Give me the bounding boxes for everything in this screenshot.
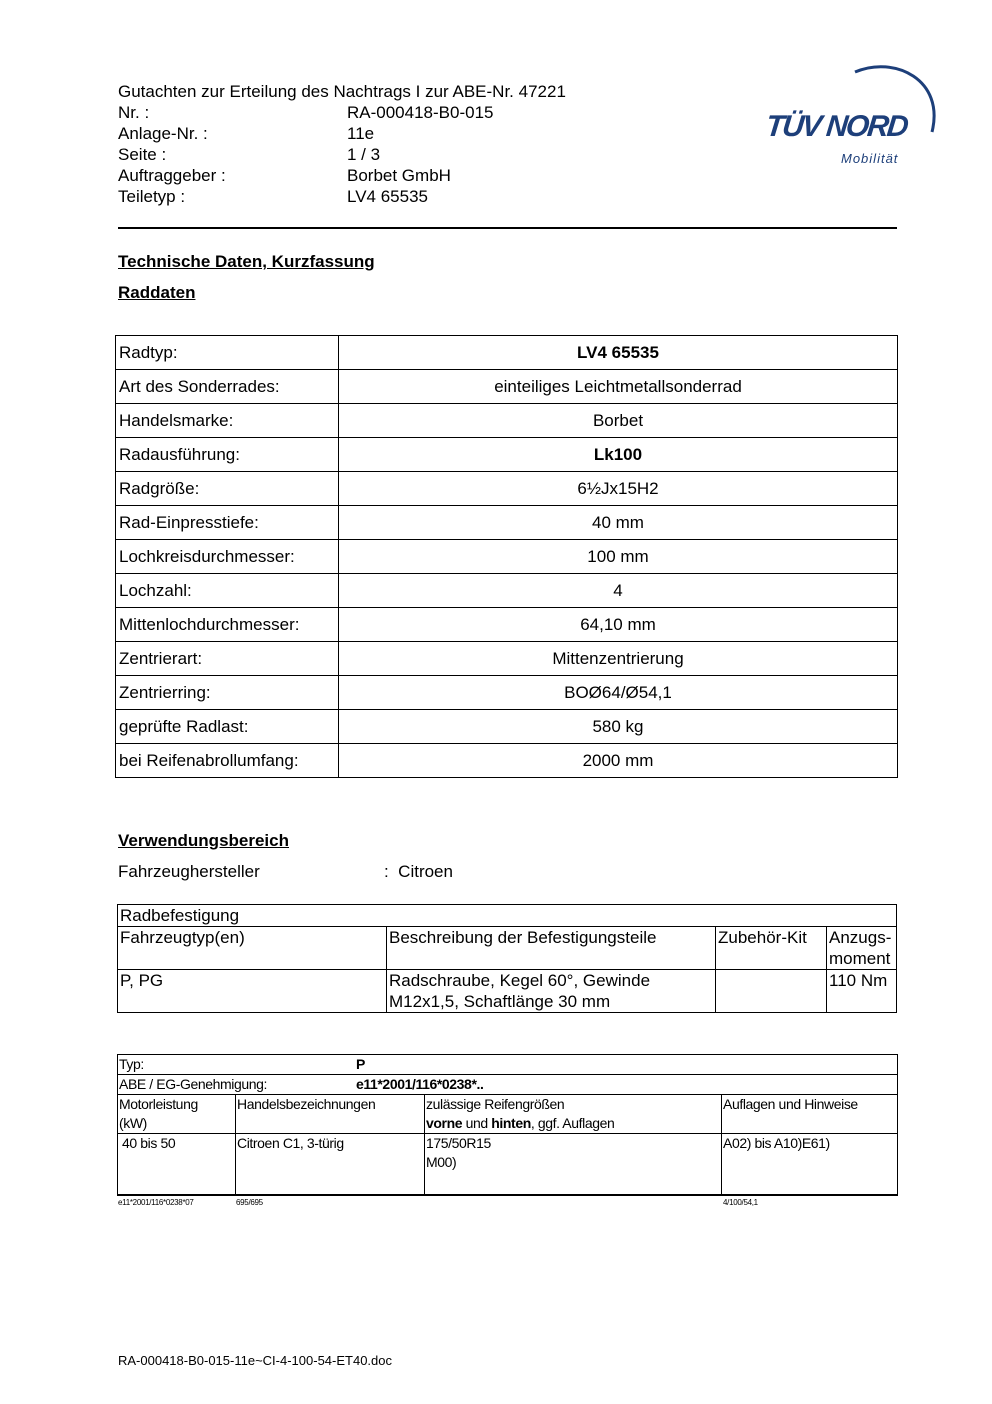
table-row [116, 506, 898, 540]
table-row [116, 438, 898, 472]
table-header: Beschreibung der Befestigungsteile [387, 927, 716, 970]
field-label: Seite : [118, 145, 167, 164]
typ-table [117, 1054, 898, 1196]
cell-line: 175/50R15 [426, 1135, 491, 1151]
table-cell: A02) bis A10)E61) [722, 1134, 898, 1195]
field-value: 11e [347, 124, 375, 143]
header-title: Gutachten zur Erteilung des Nachtrags I zur ABE-Nr. 47221 [118, 82, 566, 101]
header-field [118, 165, 566, 186]
table-row [118, 1134, 898, 1195]
table-header: Handelsbezeichnungen [236, 1095, 425, 1134]
header-line: (kW) [119, 1115, 147, 1131]
verwendung-title: Verwendungsbereich [118, 831, 289, 850]
table-row [118, 905, 897, 927]
row-value: LV4 65535 [339, 336, 898, 370]
field-value: LV4 65535 [347, 187, 428, 206]
field-label: Auftraggeber : [118, 166, 226, 185]
field-label: Anlage-Nr. : [118, 124, 208, 143]
table-cell [118, 1075, 898, 1095]
table-row [116, 608, 898, 642]
row-value: Borbet [339, 404, 898, 438]
table-cell [387, 970, 716, 1013]
row-value: 64,10 mm [339, 608, 898, 642]
row-value: Mittenzentrierung [339, 642, 898, 676]
raddaten-body [116, 336, 898, 778]
header-field [118, 144, 566, 165]
table-header [118, 1095, 236, 1134]
table-row [118, 1095, 898, 1134]
field-value: 1 / 3 [347, 145, 381, 164]
row-value: 100 mm [339, 540, 898, 574]
table-row [116, 574, 898, 608]
header-field [118, 102, 566, 123]
table-row [116, 676, 898, 710]
table-row [116, 710, 898, 744]
abe-label: ABE / EG-Genehmigung: [119, 1076, 268, 1092]
table-row [116, 472, 898, 506]
table-row [118, 1055, 898, 1075]
foot-code-c: 4/100/54,1 [723, 1198, 758, 1207]
table-cell: Radbefestigung [118, 905, 897, 927]
table-header: Auflagen und Hinweise [722, 1095, 898, 1134]
manufacturer-value: : Citroen [384, 862, 453, 881]
field-label: Teiletyp : [118, 187, 186, 206]
table-row [118, 1075, 898, 1095]
document-header [118, 81, 566, 207]
table-cell: P, PG [118, 970, 387, 1013]
row-label: Radausführung: [116, 438, 339, 472]
row-label: Handelsmarke: [116, 404, 339, 438]
row-value: BOØ64/Ø54,1 [339, 676, 898, 710]
row-label: Zentrierring: [116, 676, 339, 710]
table-row [116, 642, 898, 676]
table-header [425, 1095, 722, 1134]
row-label: Lochzahl: [116, 574, 339, 608]
row-label: Rad-Einpresstiefe: [116, 506, 339, 540]
field-label: Nr. : [118, 103, 150, 122]
header-field [118, 186, 566, 207]
typ-label: Typ: [119, 1056, 144, 1072]
row-value: 580 kg [339, 710, 898, 744]
table-cell [118, 1055, 898, 1075]
abe-value: e11*2001/116*0238*.. [356, 1076, 484, 1092]
typ-value: P [356, 1056, 365, 1072]
row-label: geprüfte Radlast: [116, 710, 339, 744]
cell-line: Radschraube, Kegel 60°, Gewinde [389, 971, 651, 990]
header-line [426, 1114, 720, 1133]
row-label: Mittenlochdurchmesser: [116, 608, 339, 642]
row-label: Radgröße: [116, 472, 339, 506]
header-line: Anzugs- [829, 928, 892, 947]
cell-line: M00) [426, 1154, 457, 1170]
row-value: einteiliges Leichtmetallsonderrad [339, 370, 898, 404]
table-row [116, 370, 898, 404]
table-row [116, 744, 898, 778]
raddaten-table [115, 335, 898, 778]
text: und [462, 1115, 492, 1131]
text: , ggf. Auflagen [530, 1115, 615, 1131]
cell-line: M12x1,5, Schaftlänge 30 mm [389, 992, 611, 1011]
header-field [118, 123, 566, 144]
row-label: bei Reifenabrollumfang: [116, 744, 339, 778]
row-label: Art des Sonderrades: [116, 370, 339, 404]
text-bold: vorne [426, 1115, 463, 1131]
field-value: RA-000418-B0-015 [347, 103, 494, 122]
table-row [116, 404, 898, 438]
logo-sub: Mobilität [841, 151, 899, 166]
header-line: moment [829, 949, 891, 968]
row-value: 40 mm [339, 506, 898, 540]
text-bold: hinten [491, 1115, 531, 1131]
foot-code-a: e11*2001/116*0238*07 [118, 1198, 194, 1207]
field-value: Borbet GmbH [347, 166, 451, 185]
table-row [116, 540, 898, 574]
table-row [118, 970, 897, 1013]
footer-filename: RA-000418-B0-015-11e~CI-4-100-54-ET40.doc [118, 1353, 393, 1368]
logo-brand: TÜV NORD [764, 110, 909, 143]
table-row [118, 927, 897, 970]
table-cell: 110 Nm [827, 970, 897, 1013]
table-cell [716, 970, 827, 1013]
table-cell: 40 bis 50 [118, 1134, 236, 1195]
section-subtitle: Raddaten [118, 283, 196, 302]
row-label: Zentrierart: [116, 642, 339, 676]
radbefestigung-table [117, 904, 897, 1013]
table-row [116, 336, 898, 370]
row-label: Radtyp: [116, 336, 339, 370]
header-divider [118, 227, 897, 229]
row-value: 4 [339, 574, 898, 608]
table-header [827, 927, 897, 970]
table-header: Zubehör-Kit [716, 927, 827, 970]
section-title: Technische Daten, Kurzfassung [118, 252, 375, 271]
header-line: zulässige Reifengrößen [426, 1096, 565, 1112]
table-cell [425, 1134, 722, 1195]
row-value: 2000 mm [339, 744, 898, 778]
foot-code-b: 695/695 [236, 1198, 263, 1207]
table-cell: Citroen C1, 3-türig [236, 1134, 425, 1195]
row-value: Lk100 [339, 438, 898, 472]
manufacturer-label: Fahrzeughersteller [118, 862, 260, 881]
row-label: Lochkreisdurchmesser: [116, 540, 339, 574]
table-header: Fahrzeugtyp(en) [118, 927, 387, 970]
header-line: Motorleistung [119, 1096, 198, 1112]
row-value: 6½Jx15H2 [339, 472, 898, 506]
